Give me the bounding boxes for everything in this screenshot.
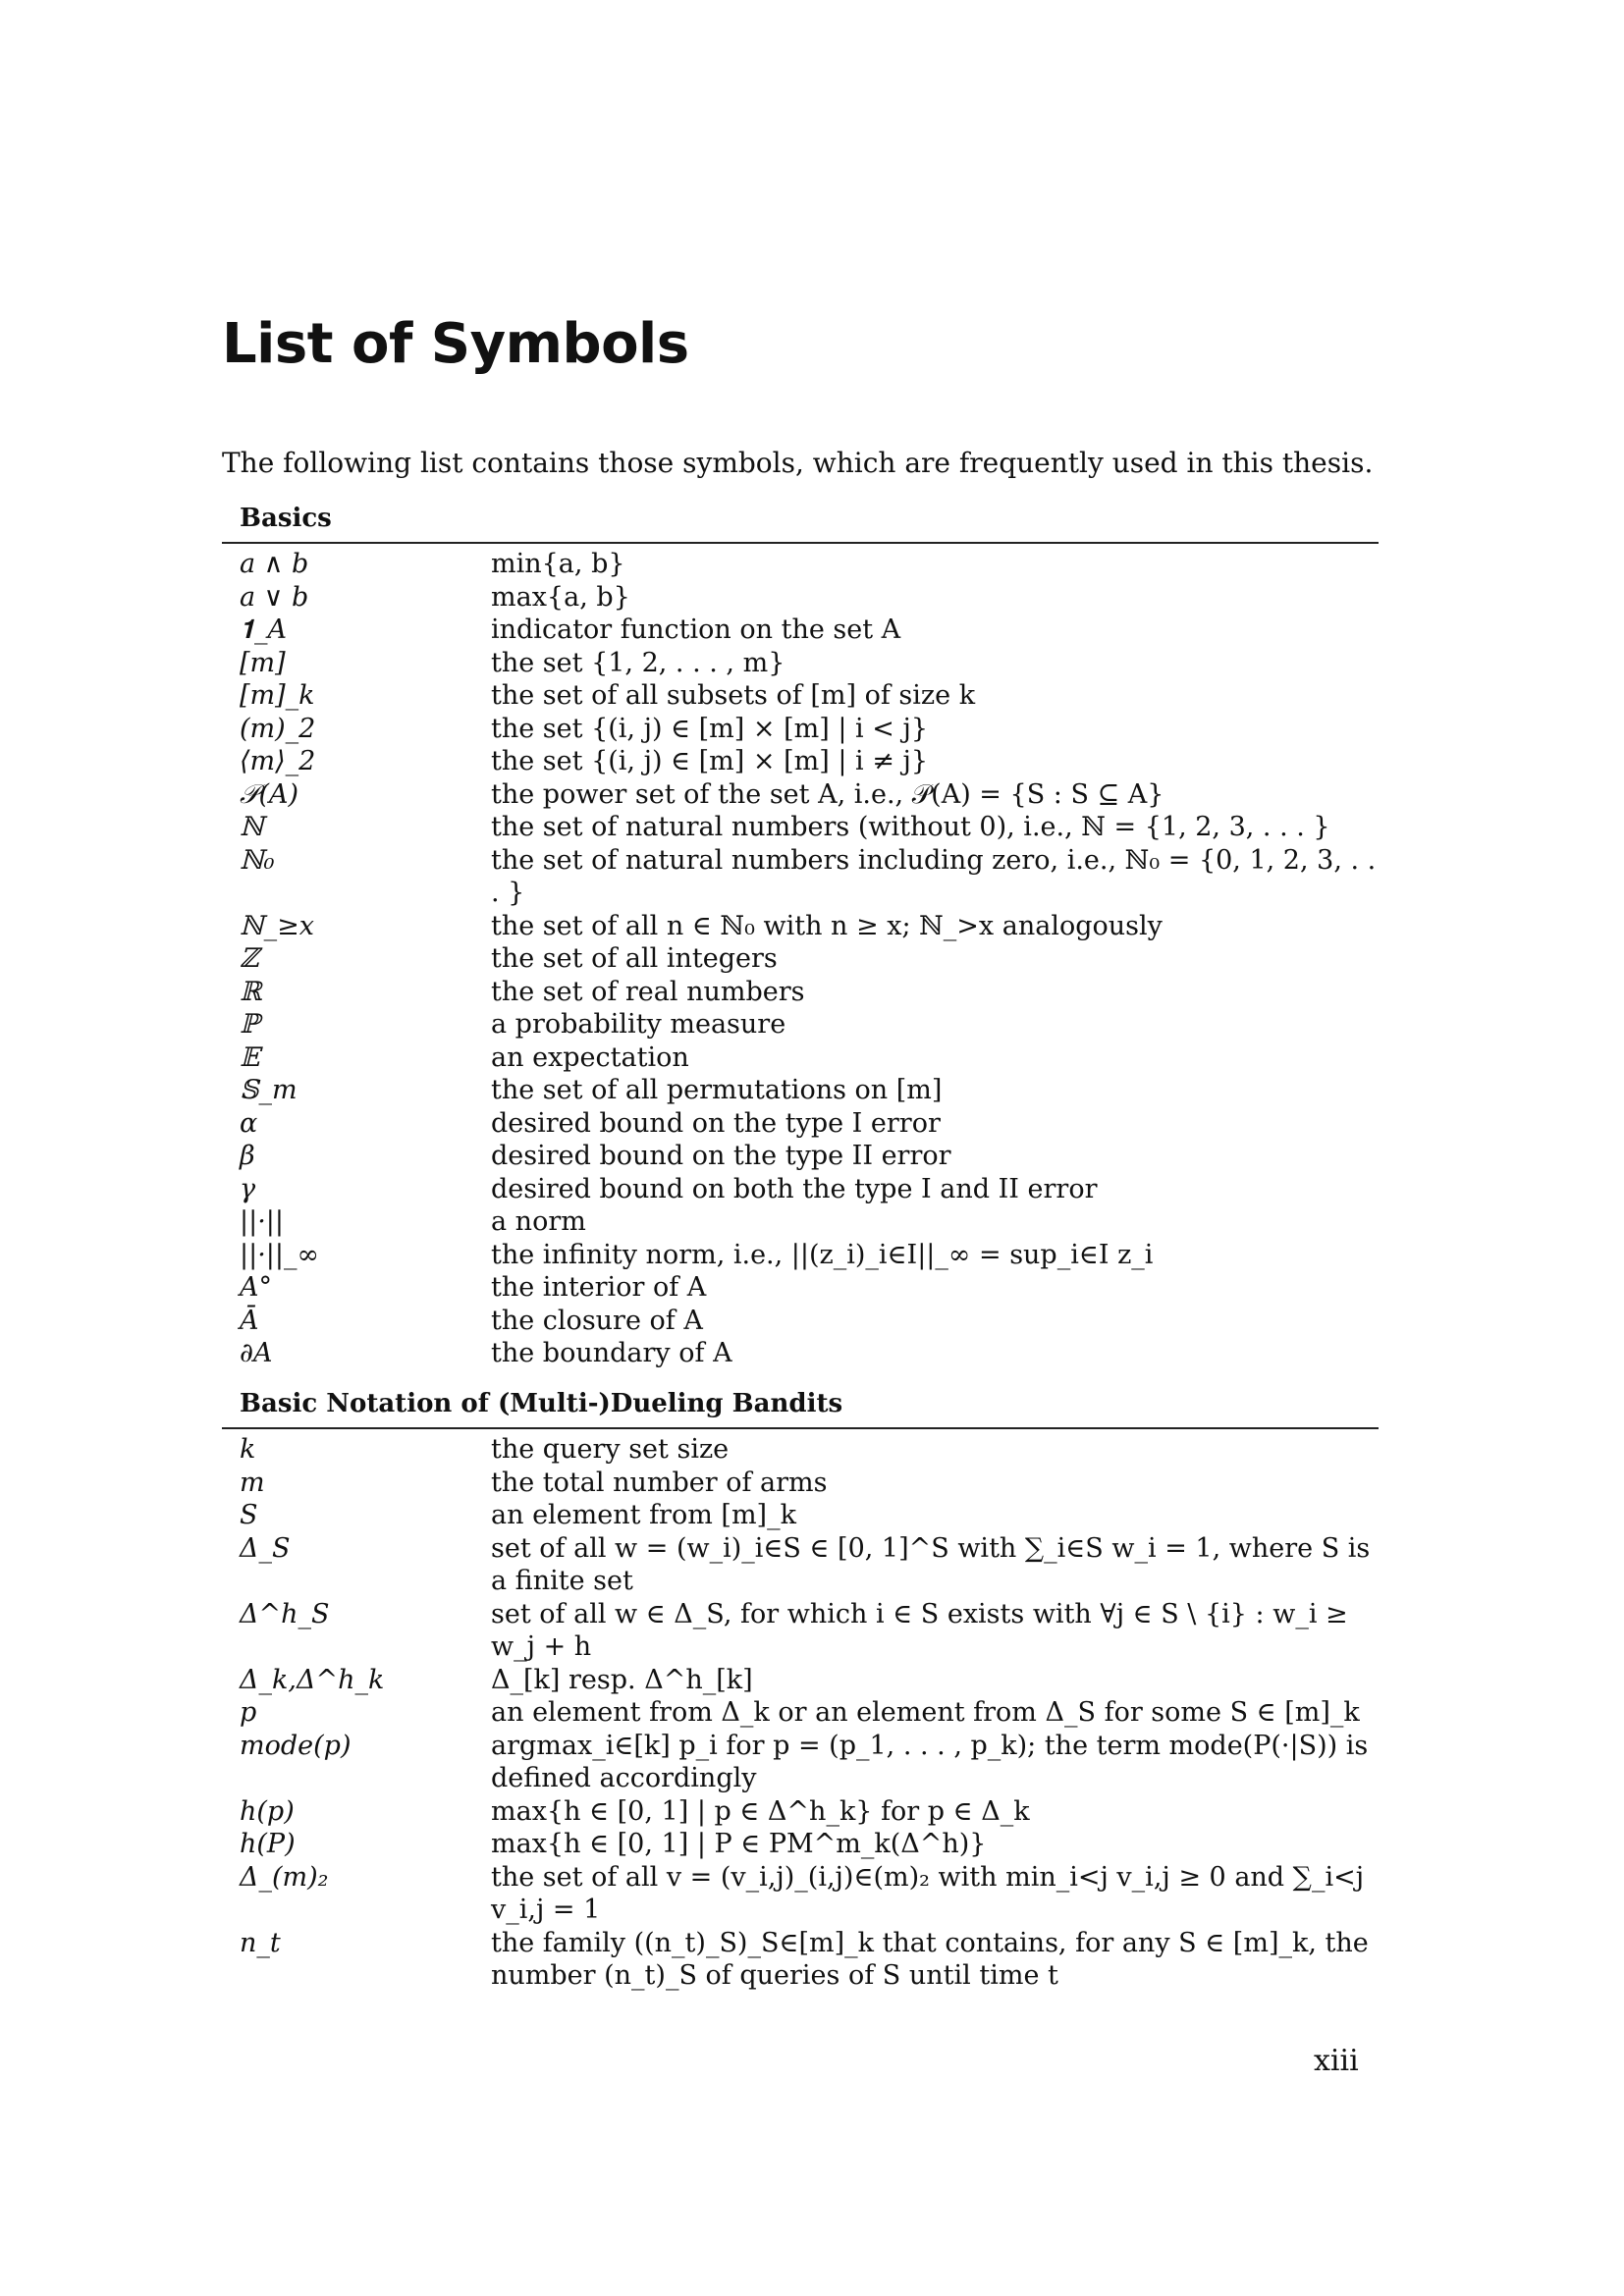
symbol-row (222, 1205, 1379, 1239)
symbol-row (222, 1927, 1379, 1993)
symbol-description: min{a, b} (491, 549, 625, 579)
symbol-row (222, 1532, 1379, 1598)
symbol-row (222, 778, 1379, 812)
symbol-description: the total number of arms (491, 1467, 828, 1498)
symbol-description: a norm (491, 1206, 586, 1237)
symbol-description: the set of all subsets of [m] of size k (491, 680, 976, 711)
symbol-row (222, 1008, 1379, 1041)
symbol-description: set of all w = (w_i)_i∈S ∈ [0, 1]^S with ∑_i∈S w_i = 1, where S is a finite set (491, 1532, 1371, 1596)
symbol: h(P) (240, 1829, 296, 1859)
symbol-description: an element from [m]_k (491, 1500, 796, 1530)
section-rule (222, 542, 1379, 544)
symbol: 𝕊_m (240, 1075, 298, 1105)
symbol-row (222, 1271, 1379, 1305)
symbol-row (222, 1467, 1379, 1500)
symbol: ∂A (240, 1338, 273, 1368)
symbol-row (222, 1861, 1379, 1927)
symbol-row (222, 1173, 1379, 1206)
symbol: ℕ_≥x (240, 910, 315, 941)
symbol-row (222, 745, 1379, 778)
symbol-description: max{a, b} (491, 581, 630, 613)
symbol-description: the closure of A (491, 1305, 703, 1336)
symbol-description: the set of all permutations on [m] (491, 1075, 943, 1105)
symbol: ℤ (240, 943, 259, 974)
symbol-description: the interior of A (491, 1272, 707, 1303)
symbol-row (222, 811, 1379, 844)
symbol-description: the set of natural numbers (without 0), i.e., ℕ = {1, 2, 3, . . . } (491, 812, 1330, 842)
symbol-description: max{h ∈ [0, 1] | P ∈ PM^m_k(Δ^h)} (491, 1829, 987, 1859)
symbol-description: set of all w ∈ Δ_S, for which i ∈ S exists with ∀j ∈ S \ {i} : w_i ≥ w_j + h (491, 1598, 1348, 1662)
symbol-row (222, 1337, 1379, 1370)
symbol: Δ^h_S (240, 1598, 330, 1629)
symbol: ℝ (240, 976, 262, 1007)
symbol: a ∧ b (240, 549, 309, 579)
symbol: ||·||_∞ (240, 1239, 319, 1270)
symbol: A° (240, 1272, 272, 1303)
symbol-row (222, 1041, 1379, 1075)
symbol-row (222, 581, 1379, 614)
symbol-row (222, 976, 1379, 1009)
symbol: Δ_(m)₂ (240, 1861, 329, 1893)
symbol-description: Δ_[k] resp. Δ^h_[k] (491, 1664, 753, 1695)
symbol-row (222, 844, 1379, 910)
symbol: ℕ (240, 812, 264, 842)
symbol-description: the set {(i, j) ∈ [m] × [m] | i < j} (491, 713, 928, 744)
symbol-row (222, 713, 1379, 746)
symbol-description: desired bound on the type II error (491, 1141, 951, 1171)
symbol-description: the infinity norm, i.e., ||(z_i)_i∈I||_∞ = sup_i∈I z_i (491, 1239, 1154, 1270)
symbol: Δ_k,Δ^h_k (240, 1664, 385, 1695)
symbol: k (240, 1434, 256, 1465)
symbol: γ (240, 1173, 256, 1204)
symbol-description: desired bound on both the type I and II error (491, 1173, 1098, 1204)
symbol-description: max{h ∈ [0, 1] | p ∈ Δ^h_k} for p ∈ Δ_k (491, 1795, 1030, 1827)
symbol-row (222, 614, 1379, 647)
symbol-description: the set of all integers (491, 943, 778, 974)
symbol-row (222, 548, 1379, 581)
symbol: 𝟏_A (240, 614, 288, 645)
symbol-row (222, 1074, 1379, 1107)
symbol: [m] (240, 647, 286, 678)
symbol: n_t (240, 1927, 281, 1958)
symbol: Δ_S (240, 1532, 291, 1564)
symbol-description: the set of natural numbers including zero, i.e., ℕ₀ = {0, 1, 2, 3, . . . } (491, 844, 1377, 908)
symbol: ||·|| (240, 1206, 284, 1237)
symbol-list (222, 1433, 1379, 1993)
symbol-description: a probability measure (491, 1009, 786, 1040)
symbol-description: an element from Δ_k or an element from Δ_S for some S ∈ [m]_k (491, 1697, 1360, 1728)
symbol-row (222, 1795, 1379, 1829)
symbol: h(p) (240, 1795, 295, 1827)
symbol-row (222, 1664, 1379, 1697)
section-rule (222, 1427, 1379, 1429)
symbol-row (222, 942, 1379, 976)
symbol: α (240, 1107, 258, 1139)
symbol-description: argmax_i∈[k] p_i for p = (p_1, . . . , p_k); the term mode(P(·|S)) is defined accordingly (491, 1730, 1369, 1793)
symbol-description: the boundary of A (491, 1338, 732, 1368)
section-header: Basic Notation of (Multi-)Dueling Bandits (240, 1389, 843, 1418)
symbol-row (222, 1305, 1379, 1338)
symbol-row (222, 679, 1379, 713)
symbol-row (222, 1696, 1379, 1730)
symbol-row (222, 1433, 1379, 1467)
section-dueling-bandits (222, 1384, 1379, 1993)
symbol-description: the family ((n_t)_S)_S∈[m]_k that contains, for any S ∈ [m]_k, the number (n_t)_S of queries of S until time t (491, 1927, 1369, 1991)
symbol: mode(p) (240, 1730, 352, 1761)
symbol-row (222, 910, 1379, 943)
symbol: [m]_k (240, 680, 315, 711)
section-basics (222, 499, 1379, 1370)
symbol: ℙ (240, 1009, 260, 1040)
symbol: a ∨ b (240, 581, 309, 613)
symbol-row (222, 1499, 1379, 1532)
symbol: m (240, 1467, 265, 1498)
symbol-description: the set of all n ∈ ℕ₀ with n ≥ x; ℕ_>x analogously (491, 910, 1163, 941)
symbol: ⟨m⟩_2 (240, 746, 316, 776)
symbol: 𝒫(A) (240, 778, 299, 810)
symbol-description: an expectation (491, 1041, 689, 1073)
symbol-row (222, 1828, 1379, 1861)
symbol: β (240, 1141, 255, 1171)
symbol: ℕ₀ (240, 844, 275, 876)
symbol: p (240, 1697, 257, 1728)
symbol-description: the set of all v = (v_i,j)_(i,j)∈(m)₂ with min_i<j v_i,j ≥ 0 and ∑_i<j v_i,j = 1 (491, 1861, 1365, 1925)
intro-text: The following list contains those symbols, which are frequently used in this thesis. (222, 447, 1374, 479)
symbol-row (222, 1598, 1379, 1664)
symbol: Ā (240, 1305, 259, 1336)
symbol-description: desired bound on the type I error (491, 1107, 941, 1139)
symbol-description: the power set of the set A, i.e., 𝒫(A) = {S : S ⊆ A} (491, 778, 1164, 810)
symbol-description: indicator function on the set A (491, 614, 901, 645)
symbol-description: the set {(i, j) ∈ [m] × [m] | i ≠ j} (491, 746, 928, 776)
symbol-list (222, 548, 1379, 1370)
symbol-row (222, 1239, 1379, 1272)
symbol-row (222, 647, 1379, 680)
symbol-row (222, 1140, 1379, 1173)
symbol-description: the set of real numbers (491, 976, 805, 1007)
symbol-row (222, 1730, 1379, 1795)
symbol-row (222, 1107, 1379, 1141)
section-header: Basics (240, 504, 332, 533)
symbol: S (240, 1500, 258, 1530)
page-number: xiii (1314, 2044, 1359, 2078)
symbol: (m)_2 (240, 713, 316, 744)
symbol-description: the set {1, 2, . . . , m} (491, 647, 785, 678)
symbol-description: the query set size (491, 1434, 730, 1465)
page-title: List of Symbols (222, 312, 689, 376)
symbol: 𝔼 (240, 1041, 260, 1073)
